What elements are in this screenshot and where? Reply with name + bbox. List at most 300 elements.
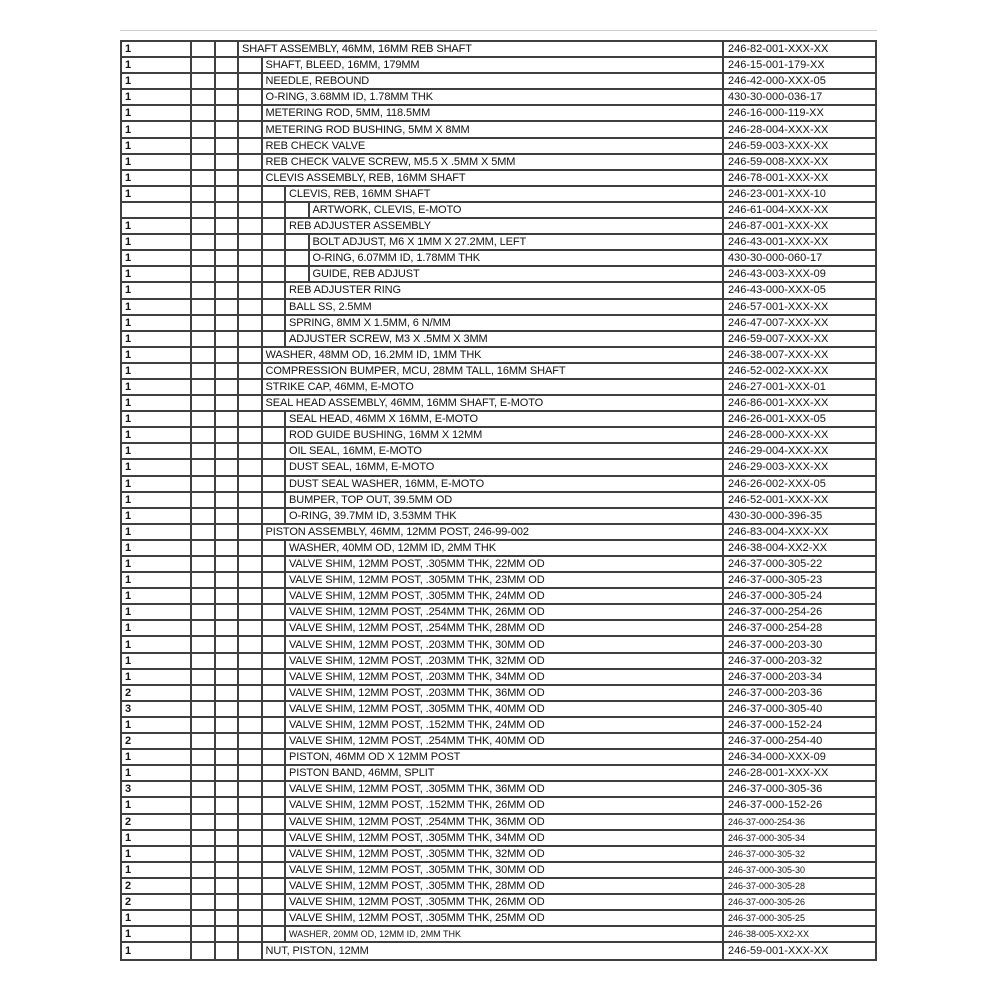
table-row xyxy=(122,637,875,653)
spacer-cell xyxy=(192,364,216,378)
description-text: WASHER, 20MM OD, 12MM ID, 2MM THK xyxy=(289,929,462,940)
qty-cell: 1 xyxy=(122,493,192,507)
description-text: NEEDLE, REBOUND xyxy=(265,75,370,88)
qty-cell: 1 xyxy=(122,863,192,877)
spacer-cell xyxy=(192,316,216,330)
part-number-cell: 246-87-001-XXX-XX xyxy=(728,220,829,233)
spacer-cell xyxy=(192,798,216,812)
description-cell xyxy=(239,541,724,555)
table-row xyxy=(122,460,875,476)
spacer-cell xyxy=(216,557,240,571)
spacer-cell xyxy=(192,895,216,909)
spacer-cell xyxy=(216,943,240,959)
spacer-cell xyxy=(192,283,216,297)
spacer-cell xyxy=(216,686,240,700)
part-number-cell: 246-28-004-XXX-XX xyxy=(728,123,829,136)
description-cell xyxy=(239,235,724,249)
qty-cell: 1 xyxy=(122,766,192,780)
description-text: PISTON, 46MM OD X 12MM POST xyxy=(289,751,461,764)
spacer-cell xyxy=(192,332,216,346)
spacer-cell xyxy=(192,557,216,571)
indent-cell xyxy=(239,171,263,185)
description-cell xyxy=(239,106,724,120)
description-cell xyxy=(239,428,724,442)
table-row xyxy=(122,509,875,525)
qty-cell: 2 xyxy=(122,895,192,909)
description-text: VALVE SHIM, 12MM POST, .152MM THK, 26MM OD xyxy=(289,799,545,812)
part-number-cell: 246-59-003-XXX-XX xyxy=(728,139,829,152)
indent-cell xyxy=(263,219,287,233)
description-text: DUST SEAL, 16MM, E-MOTO xyxy=(289,461,435,474)
spacer-cell xyxy=(192,58,216,72)
spacer-cell xyxy=(192,251,216,265)
qty-cell: 1 xyxy=(122,122,192,136)
indent-cell xyxy=(239,316,263,330)
spacer-cell xyxy=(216,879,240,893)
part-number-cell: 246-23-001-XXX-10 xyxy=(728,187,826,200)
part-number-cell: 246-38-004-XX2-XX xyxy=(728,541,828,554)
description-text: VALVE SHIM, 12MM POST, .203MM THK, 34MM OD xyxy=(289,670,545,683)
indent-cell xyxy=(286,267,310,281)
description-text: VALVE SHIM, 12MM POST, .305MM THK, 28MM OD xyxy=(289,879,545,892)
table-row xyxy=(122,106,875,122)
qty-cell: 1 xyxy=(122,90,192,104)
indent-cell xyxy=(263,686,287,700)
table-row xyxy=(122,122,875,138)
spacer-cell xyxy=(216,863,240,877)
spacer-cell xyxy=(192,525,216,539)
qty-cell: 1 xyxy=(122,525,192,539)
spacer-cell xyxy=(216,605,240,619)
indent-cell xyxy=(239,219,263,233)
description-text: VALVE SHIM, 12MM POST, .203MM THK, 36MM OD xyxy=(289,686,545,699)
indent-cell xyxy=(239,525,263,539)
part-number-cell: 246-37-000-305-26 xyxy=(728,897,806,908)
description-text: VALVE SHIM, 12MM POST, .305MM THK, 34MM OD xyxy=(289,831,545,844)
spacer-cell xyxy=(216,122,240,136)
qty-cell: 1 xyxy=(122,605,192,619)
qty-cell: 1 xyxy=(122,573,192,587)
part-number-cell: 246-28-000-XXX-XX xyxy=(728,429,829,442)
description-text: VALVE SHIM, 12MM POST, .305MM THK, 40MM OD xyxy=(289,702,545,715)
spacer-cell xyxy=(216,460,240,474)
part-number-cell: 246-43-000-XXX-05 xyxy=(728,284,826,297)
description-cell xyxy=(239,122,724,136)
spacer-cell xyxy=(192,187,216,201)
spacer-cell xyxy=(216,90,240,104)
spacer-cell xyxy=(216,525,240,539)
spacer-cell xyxy=(192,90,216,104)
spacer-cell xyxy=(192,396,216,410)
indent-cell xyxy=(239,283,263,297)
description-text: OIL SEAL, 16MM, E-MOTO xyxy=(289,445,422,458)
spacer-cell xyxy=(192,718,216,732)
description-cell xyxy=(239,766,724,780)
description-text: ADJUSTER SCREW, M3 X .5MM X 3MM xyxy=(289,332,488,345)
table-row xyxy=(122,300,875,316)
table-row xyxy=(122,428,875,444)
spacer-cell xyxy=(192,573,216,587)
spacer-cell xyxy=(192,300,216,314)
part-number-cell: 246-61-004-XXX-XX xyxy=(728,203,829,216)
part-number-cell: 246-43-003-XXX-09 xyxy=(728,268,826,281)
spacer-cell xyxy=(216,155,240,169)
spacer-cell xyxy=(216,815,240,829)
table-row xyxy=(122,283,875,299)
table-row xyxy=(122,702,875,718)
spacer-cell xyxy=(192,106,216,120)
indent-cell xyxy=(239,782,263,796)
qty-cell: 1 xyxy=(122,396,192,410)
table-row xyxy=(122,332,875,348)
qty-cell: 1 xyxy=(122,171,192,185)
part-number-cell: 246-38-007-XXX-XX xyxy=(728,348,829,361)
description-cell xyxy=(239,251,724,265)
table-row xyxy=(122,525,875,541)
qty-cell: 1 xyxy=(122,541,192,555)
qty-cell: 1 xyxy=(122,42,192,56)
indent-cell xyxy=(239,348,263,362)
indent-cell xyxy=(239,573,263,587)
spacer-cell xyxy=(192,380,216,394)
qty-cell: 2 xyxy=(122,686,192,700)
qty-cell: 2 xyxy=(122,879,192,893)
spacer-cell xyxy=(216,477,240,491)
indent-cell xyxy=(263,541,287,555)
indent-cell xyxy=(239,380,263,394)
indent-cell xyxy=(239,74,263,88)
indent-cell xyxy=(263,203,287,217)
indent-cell xyxy=(263,412,287,426)
description-cell xyxy=(239,477,724,491)
spacer-cell xyxy=(192,348,216,362)
qty-cell: 1 xyxy=(122,477,192,491)
table-row xyxy=(122,670,875,686)
description-text: WASHER, 48MM OD, 16.2MM ID, 1MM THK xyxy=(265,348,482,361)
spacer-cell xyxy=(192,477,216,491)
description-text: METERING ROD, 5MM, 118.5MM xyxy=(265,107,431,120)
part-number-cell: 246-47-007-XXX-XX xyxy=(728,316,829,329)
spacer-cell xyxy=(216,428,240,442)
table-row xyxy=(122,750,875,766)
description-text: SHAFT, BLEED, 16MM, 179MM xyxy=(265,59,420,72)
spacer-cell xyxy=(192,847,216,861)
description-cell xyxy=(239,493,724,507)
spacer-cell xyxy=(216,798,240,812)
part-number-cell: 246-52-001-XXX-XX xyxy=(728,493,829,506)
table-row xyxy=(122,396,875,412)
spacer-cell xyxy=(192,444,216,458)
part-number-cell: 246-37-000-305-25 xyxy=(728,913,806,924)
spacer-cell xyxy=(192,42,216,56)
indent-cell xyxy=(239,847,263,861)
spacer-cell xyxy=(216,718,240,732)
table-row xyxy=(122,782,875,798)
qty-cell: 1 xyxy=(122,155,192,169)
description-cell xyxy=(239,879,724,893)
table-row xyxy=(122,139,875,155)
description-cell xyxy=(239,782,724,796)
indent-cell xyxy=(263,251,287,265)
spacer-cell xyxy=(192,927,216,941)
indent-cell xyxy=(239,203,263,217)
part-number-cell: 246-15-001-179-XX xyxy=(728,59,825,72)
spacer-cell xyxy=(192,219,216,233)
description-text: NUT, PISTON, 12MM xyxy=(265,945,369,958)
indent-cell xyxy=(239,155,263,169)
qty-cell: 1 xyxy=(122,267,192,281)
table-row xyxy=(122,766,875,782)
table-row xyxy=(122,412,875,428)
cropped-row-remnant-line xyxy=(120,30,877,31)
description-text: VALVE SHIM, 12MM POST, .203MM THK, 32MM OD xyxy=(289,654,545,667)
table-row xyxy=(122,605,875,621)
description-text: DUST SEAL WASHER, 16MM, E-MOTO xyxy=(289,477,485,490)
indent-cell xyxy=(263,573,287,587)
indent-cell xyxy=(263,509,287,523)
description-cell xyxy=(239,605,724,619)
description-text: VALVE SHIM, 12MM POST, .152MM THK, 24MM OD xyxy=(289,718,545,731)
spacer-cell xyxy=(216,267,240,281)
description-cell xyxy=(239,283,724,297)
qty-cell: 1 xyxy=(122,332,192,346)
spacer-cell xyxy=(216,782,240,796)
description-cell xyxy=(239,74,724,88)
spacer-cell xyxy=(192,815,216,829)
spacer-cell xyxy=(216,541,240,555)
table-row xyxy=(122,798,875,814)
qty-cell xyxy=(122,203,192,217)
indent-cell xyxy=(286,203,310,217)
indent-cell xyxy=(239,122,263,136)
description-cell xyxy=(239,750,724,764)
qty-cell: 1 xyxy=(122,943,192,959)
indent-cell xyxy=(239,815,263,829)
table-row xyxy=(122,621,875,637)
indent-cell xyxy=(239,412,263,426)
indent-cell xyxy=(263,847,287,861)
qty-cell: 1 xyxy=(122,670,192,684)
spacer-cell xyxy=(216,42,240,56)
spacer-cell xyxy=(216,621,240,635)
spacer-cell xyxy=(216,251,240,265)
part-number-cell: 246-37-000-254-40 xyxy=(728,735,823,748)
qty-cell: 1 xyxy=(122,927,192,941)
part-number-cell: 246-37-000-152-24 xyxy=(728,718,823,731)
part-number-cell: 246-37-000-305-40 xyxy=(728,702,823,715)
qty-cell: 1 xyxy=(122,428,192,442)
indent-cell xyxy=(263,879,287,893)
table-row xyxy=(122,831,875,847)
indent-cell xyxy=(263,702,287,716)
description-text: VALVE SHIM, 12MM POST, .254MM THK, 40MM OD xyxy=(289,735,545,748)
spacer-cell xyxy=(216,396,240,410)
indent-cell xyxy=(263,670,287,684)
description-cell xyxy=(239,380,724,394)
indent-cell xyxy=(263,718,287,732)
spacer-cell xyxy=(216,364,240,378)
table-row xyxy=(122,573,875,589)
description-cell xyxy=(239,670,724,684)
indent-cell xyxy=(239,90,263,104)
description-text: VALVE SHIM, 12MM POST, .305MM THK, 26MM OD xyxy=(289,896,545,909)
spacer-cell xyxy=(192,750,216,764)
description-cell xyxy=(239,203,724,217)
part-number-cell: 430-30-000-036-17 xyxy=(728,91,823,104)
parts-table xyxy=(120,40,877,961)
indent-cell xyxy=(239,605,263,619)
spacer-cell xyxy=(192,493,216,507)
part-number-cell: 246-34-000-XXX-09 xyxy=(728,751,826,764)
description-cell xyxy=(239,686,724,700)
description-text: CLEVIS, REB, 16MM SHAFT xyxy=(289,187,431,200)
description-text: VALVE SHIM, 12MM POST, .305MM THK, 36MM OD xyxy=(289,783,545,796)
description-text: REB ADJUSTER RING xyxy=(289,284,401,297)
part-number-cell: 430-30-000-396-35 xyxy=(728,509,823,522)
indent-cell xyxy=(263,911,287,925)
table-row xyxy=(122,557,875,573)
spacer-cell xyxy=(216,895,240,909)
part-number-cell: 246-86-001-XXX-XX xyxy=(728,397,829,410)
description-cell xyxy=(239,171,724,185)
description-text: VALVE SHIM, 12MM POST, .305MM THK, 24MM OD xyxy=(289,590,545,603)
indent-cell xyxy=(263,557,287,571)
part-number-cell: 246-16-000-119-XX xyxy=(728,107,824,120)
spacer-cell xyxy=(192,782,216,796)
part-number-cell: 246-27-001-XXX-01 xyxy=(728,381,826,394)
qty-cell: 1 xyxy=(122,444,192,458)
spacer-cell xyxy=(192,122,216,136)
description-cell xyxy=(239,654,724,668)
description-cell xyxy=(239,589,724,603)
part-number-cell: 246-42-000-XXX-05 xyxy=(728,75,826,88)
table-row xyxy=(122,74,875,90)
indent-cell xyxy=(239,911,263,925)
qty-cell: 1 xyxy=(122,460,192,474)
part-number-cell: 246-37-000-254-28 xyxy=(728,622,823,635)
description-cell xyxy=(239,815,724,829)
spacer-cell xyxy=(216,750,240,764)
spacer-cell xyxy=(216,911,240,925)
indent-cell xyxy=(239,187,263,201)
spacer-cell xyxy=(192,155,216,169)
description-text: WASHER, 40MM OD, 12MM ID, 2MM THK xyxy=(289,541,496,554)
description-text: ARTWORK, CLEVIS, E-MOTO xyxy=(312,203,462,216)
indent-cell xyxy=(263,428,287,442)
spacer-cell xyxy=(216,654,240,668)
table-row xyxy=(122,911,875,927)
qty-cell: 1 xyxy=(122,621,192,635)
indent-cell xyxy=(239,106,263,120)
description-text: VALVE SHIM, 12MM POST, .254MM THK, 36MM OD xyxy=(289,815,545,828)
indent-cell xyxy=(263,654,287,668)
part-number-cell: 246-82-001-XXX-XX xyxy=(728,43,829,56)
spacer-cell xyxy=(216,509,240,523)
part-number-cell: 246-26-002-XXX-05 xyxy=(728,477,826,490)
spacer-cell xyxy=(192,766,216,780)
description-cell xyxy=(239,90,724,104)
table-row xyxy=(122,251,875,267)
indent-cell xyxy=(263,621,287,635)
table-row xyxy=(122,541,875,557)
spacer-cell xyxy=(192,541,216,555)
qty-cell: 1 xyxy=(122,235,192,249)
part-number-cell: 246-37-000-305-32 xyxy=(728,848,806,859)
spacer-cell xyxy=(216,412,240,426)
qty-cell: 1 xyxy=(122,911,192,925)
table-row xyxy=(122,267,875,283)
spacer-cell xyxy=(216,831,240,845)
indent-cell xyxy=(263,316,287,330)
indent-cell xyxy=(239,332,263,346)
indent-cell xyxy=(263,444,287,458)
qty-cell: 1 xyxy=(122,847,192,861)
qty-cell: 1 xyxy=(122,219,192,233)
spacer-cell xyxy=(192,734,216,748)
description-cell xyxy=(239,943,724,959)
indent-cell xyxy=(286,251,310,265)
spacer-cell xyxy=(192,831,216,845)
qty-cell: 1 xyxy=(122,283,192,297)
qty-cell: 1 xyxy=(122,654,192,668)
table-row xyxy=(122,686,875,702)
description-cell xyxy=(239,718,724,732)
indent-cell xyxy=(263,235,287,249)
description-text: REB ADJUSTER ASSEMBLY xyxy=(289,220,431,233)
description-cell xyxy=(239,364,724,378)
indent-cell xyxy=(239,670,263,684)
table-row xyxy=(122,364,875,380)
description-cell xyxy=(239,895,724,909)
part-number-cell: 246-26-001-XXX-05 xyxy=(728,413,826,426)
table-row xyxy=(122,203,875,219)
part-number-cell: 246-43-001-XXX-XX xyxy=(728,236,829,249)
indent-cell xyxy=(239,58,263,72)
spacer-cell xyxy=(216,348,240,362)
indent-cell xyxy=(263,750,287,764)
qty-cell: 2 xyxy=(122,815,192,829)
qty-cell: 1 xyxy=(122,831,192,845)
description-text: CLEVIS ASSEMBLY, REB, 16MM SHAFT xyxy=(265,171,466,184)
description-text: COMPRESSION BUMPER, MCU, 28MM TALL, 16MM SHAFT xyxy=(265,364,566,377)
indent-cell xyxy=(239,509,263,523)
qty-cell: 1 xyxy=(122,509,192,523)
indent-cell xyxy=(263,782,287,796)
description-text: VALVE SHIM, 12MM POST, .254MM THK, 26MM OD xyxy=(289,606,545,619)
spacer-cell xyxy=(192,589,216,603)
description-cell xyxy=(239,557,724,571)
part-number-cell: 246-78-001-XXX-XX xyxy=(728,171,829,184)
spacer-cell xyxy=(192,702,216,716)
indent-cell xyxy=(263,815,287,829)
qty-cell: 1 xyxy=(122,348,192,362)
spacer-cell xyxy=(192,412,216,426)
description-text: BALL SS, 2.5MM xyxy=(289,300,372,313)
table-row xyxy=(122,815,875,831)
qty-cell: 1 xyxy=(122,589,192,603)
description-cell xyxy=(239,525,724,539)
spacer-cell xyxy=(192,139,216,153)
indent-cell xyxy=(263,493,287,507)
table-row xyxy=(122,155,875,171)
part-number-cell: 246-37-000-305-28 xyxy=(728,880,806,891)
description-cell xyxy=(239,187,724,201)
spacer-cell xyxy=(216,380,240,394)
qty-cell: 2 xyxy=(122,734,192,748)
spacer-cell xyxy=(216,283,240,297)
indent-cell xyxy=(239,460,263,474)
spacer-cell xyxy=(216,300,240,314)
